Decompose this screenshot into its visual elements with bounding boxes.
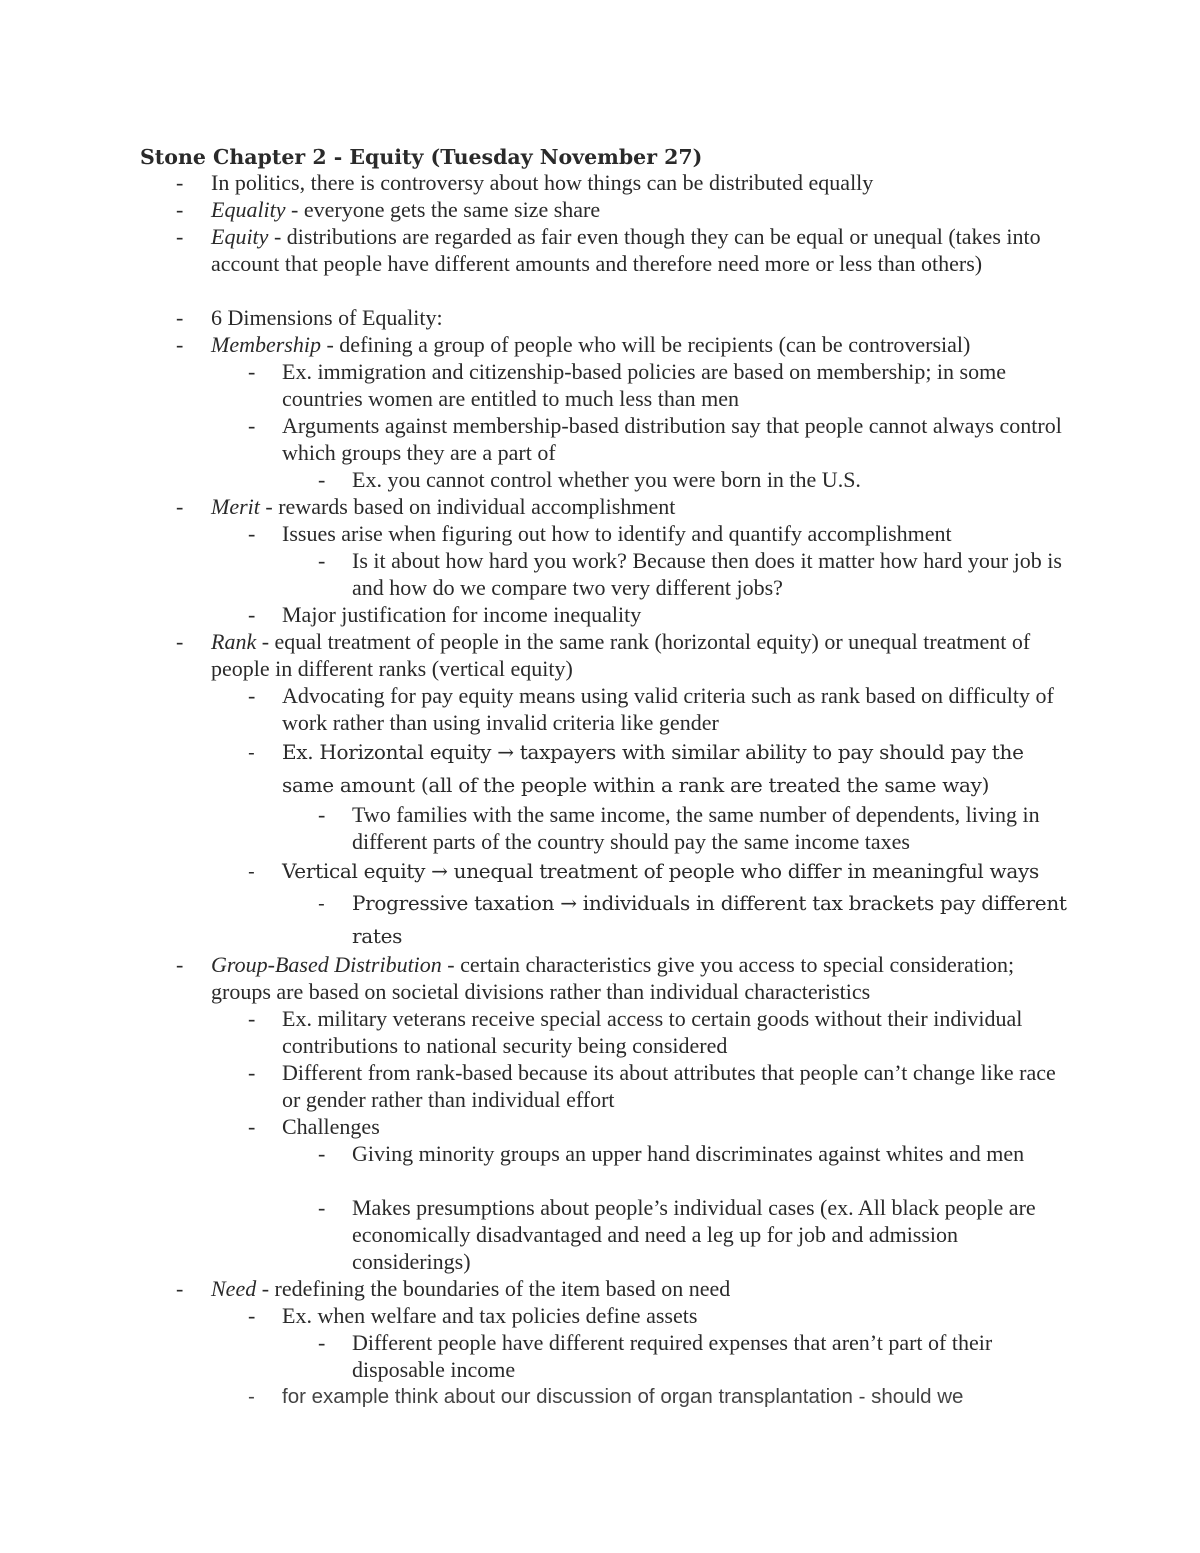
list-item-text: Ex. immigration and citizenship-based policies are based on membership; in some countries women are entitled to much less than men [282, 359, 1006, 411]
bullet-dash: - [318, 548, 326, 573]
list-item [248, 521, 1072, 548]
list-item [318, 1195, 1072, 1275]
bullet-dash: - [176, 197, 184, 222]
bullet-dash: - [248, 413, 256, 438]
list-item [248, 1060, 1072, 1114]
bullet-dash: - [176, 629, 184, 654]
bullet-dash: - [176, 305, 184, 330]
list-item-text: Issues arise when figuring out how to identify and quantify accomplishment [282, 521, 952, 546]
list-item-text: Ex. military veterans receive special access to certain goods without their individual contributions to national security being considered [282, 1006, 1023, 1058]
list-item-text: Different people have different required expenses that aren’t part of their disposable income [352, 1330, 993, 1382]
bullet-dash: - [248, 859, 255, 883]
bullet-dash: - [318, 1330, 326, 1355]
list-item-text: Arguments against membership-based distribution say that people cannot always control which groups they are a part of [282, 413, 1062, 465]
bullet-dash: - [248, 683, 256, 708]
bullet-dash: - [248, 1385, 255, 1408]
bullet-dash: - [248, 1114, 256, 1139]
list-item [176, 952, 1071, 1006]
term: Need [211, 1276, 257, 1301]
list-item [248, 359, 1072, 413]
term: Equity [211, 224, 269, 249]
list-item [248, 683, 1072, 737]
bullet-dash: - [176, 332, 184, 357]
list-item-text: Group-Based Distribution - certain characteristics give you access to special consideration; groups are based on societal divisions rather than individual characteristics [211, 952, 1015, 1004]
term: Merit [211, 494, 260, 519]
list-item [176, 332, 1071, 359]
bullet-dash: - [248, 1303, 256, 1328]
bullet-dash: - [318, 891, 325, 915]
list-item-text: 6 Dimensions of Equality: [211, 305, 443, 330]
list-item-text: Equality - everyone gets the same size share [211, 197, 601, 222]
term: Membership [211, 332, 321, 357]
bullet-dash: - [318, 1141, 326, 1166]
list-item [176, 494, 1071, 521]
list-item [318, 467, 1072, 494]
list-item-text: Ex. Horizontal equity → taxpayers with similar ability to pay should pay the same amount (all of the people within a rank are treated the same way) [282, 740, 1024, 797]
list-item [248, 1384, 1072, 1411]
bullet-dash: - [176, 170, 184, 195]
list-item [176, 170, 1071, 197]
list-item-text: for example think about our discussion of organ transplantation - should we [282, 1385, 964, 1408]
list-item-text: Ex. you cannot control whether you were born in the U.S. [352, 467, 861, 492]
list-item [318, 548, 1072, 602]
list-item-text: Progressive taxation → individuals in different tax brackets pay different rates [352, 891, 1067, 948]
bullet-dash: - [176, 494, 184, 519]
bullet-dash: - [248, 1006, 256, 1031]
list-item-text: Giving minority groups an upper hand discriminates against whites and men [352, 1141, 1025, 1166]
list-item-text: Challenges [282, 1114, 380, 1139]
bullet-dash: - [318, 1195, 326, 1220]
list-item-text: Is it about how hard you work? Because then does it matter how hard your job is and how do we compare two very different jobs? [352, 548, 1062, 600]
list-item [248, 1303, 1072, 1330]
term: Group-Based Distribution [211, 952, 442, 977]
bullet-dash: - [176, 224, 184, 249]
bullet-dash: - [318, 802, 326, 827]
list-item [318, 1141, 1072, 1168]
list-item [248, 602, 1072, 629]
list-item-text: Rank - equal treatment of people in the same rank (horizontal equity) or unequal treatment of people in different ranks (vertical equity) [211, 629, 1031, 681]
bullet-dash: - [248, 1060, 256, 1085]
list-item-text: Need - redefining the boundaries of the item based on need [211, 1276, 731, 1301]
term: Rank [211, 629, 257, 654]
list-item [176, 224, 1071, 278]
document-title: Stone Chapter 2 - Equity (Tuesday November 27) [140, 145, 703, 169]
list-item [318, 802, 1072, 856]
list-item [248, 413, 1072, 467]
list-item [176, 629, 1071, 683]
list-item-text: Makes presumptions about people’s individual cases (ex. All black people are economically disadvantaged and need a leg up for job and admission considerings) [352, 1195, 1036, 1274]
list-item [248, 1114, 1072, 1141]
list-item-text: Two families with the same income, the same number of dependents, living in different parts of the country should pay the same income taxes [352, 802, 1040, 854]
list-item [176, 197, 1071, 224]
bullet-dash: - [248, 602, 256, 627]
list-item-text: Different from rank-based because its about attributes that people can’t change like race or gender rather than individual effort [282, 1060, 1056, 1112]
list-item [318, 887, 1072, 952]
list-item [248, 1006, 1072, 1060]
list-item [318, 1330, 1072, 1384]
list-item [176, 305, 1071, 332]
list-item-text: Major justification for income inequality [282, 602, 642, 627]
list-item [176, 1276, 1071, 1303]
list-item-text: Vertical equity → unequal treatment of people who differ in meaningful ways [282, 859, 1039, 883]
bullet-dash: - [248, 521, 256, 546]
bullet-dash: - [248, 359, 256, 384]
list-item-text: Equity - distributions are regarded as fair even though they can be equal or unequal (takes into account that people have different amounts and therefore need more or less than others) [211, 224, 1041, 276]
list-item-text: In politics, there is controversy about how things can be distributed equally [211, 170, 874, 195]
bullet-dash: - [176, 952, 184, 977]
list-item-text: Advocating for pay equity means using valid criteria such as rank based on difficulty of work rather than using invalid criteria like gender [282, 683, 1054, 735]
list-item-text: Ex. when welfare and tax policies define assets [282, 1303, 698, 1328]
list-item [248, 736, 1072, 801]
list-item-text: Membership - defining a group of people who will be recipients (can be controversial) [211, 332, 971, 357]
list-item-text: Merit - rewards based on individual accomplishment [211, 494, 676, 519]
term: Equality [211, 197, 286, 222]
list-item [248, 855, 1072, 888]
bullet-dash: - [318, 467, 326, 492]
bullet-dash: - [248, 740, 255, 764]
bullet-dash: - [176, 1276, 184, 1301]
